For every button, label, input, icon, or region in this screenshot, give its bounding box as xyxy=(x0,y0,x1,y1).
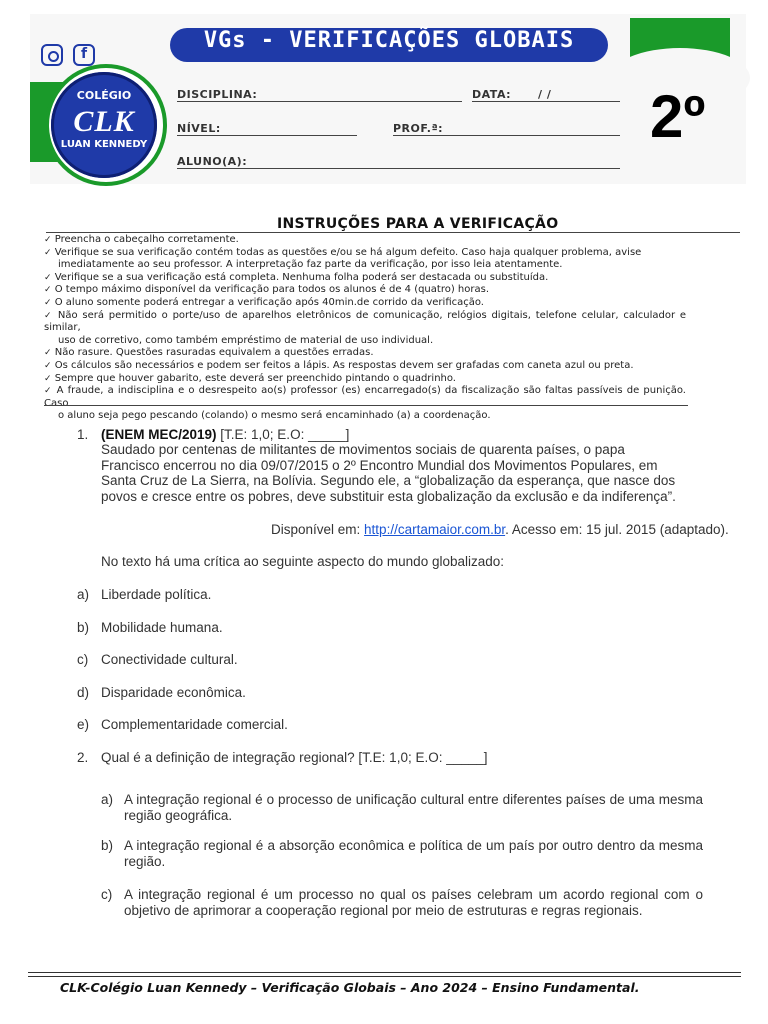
logo-top-text: COLÉGIO xyxy=(76,89,132,102)
q2-option-letter[interactable]: b) xyxy=(101,838,114,853)
instruction-text: Não será permitido o porte/uso de aparelhos eletrônicos de comunicação, relógios digitais, telefone celular, calculador e similar, xyxy=(44,309,686,334)
facebook-icon[interactable]: f xyxy=(73,44,95,66)
q2-option-text[interactable]: A integração regional é a absorção econômica e política de um país por outro dentro da mesma região. xyxy=(124,838,703,869)
q2-option-text[interactable]: A integração regional é o processo de unificação cultural entre diferentes países de uma mesma região geográfica. xyxy=(124,792,703,823)
nivel-label: NÍVEL: xyxy=(177,122,221,135)
instruction-item xyxy=(44,247,686,272)
footer-rule-top xyxy=(28,972,741,973)
q1-cite-suffix: . Acesso em: 15 jul. 2015 (adaptado). xyxy=(505,522,729,537)
q1-meta: [T.E: 1,0; E.O: _____] xyxy=(216,427,350,442)
q1-option-letter[interactable]: a) xyxy=(77,587,90,602)
q1-text: Saudado por centenas de militantes de movimentos sociais de quarenta países, o papa Francisco encerrou no dia 09/07/2015 o 2º Encontro Mundial dos Movimentos Populares, em Santa Cruz de La Sierra, na Bolívia. Segundo ele, a “globalização da esperança, que nasce dos povos e cresce entre os pobres, deve substituir esta globalização da exclusão e da indiferença”. xyxy=(101,442,676,504)
q1-option-text[interactable]: Disparidade econômica. xyxy=(101,685,246,700)
instruction-item xyxy=(44,373,686,386)
q1-number: 1. xyxy=(77,427,89,442)
q2-option-letter[interactable]: c) xyxy=(101,887,113,902)
prof-label: PROF.ª: xyxy=(393,122,444,135)
logo-mid-text: CLK xyxy=(73,105,135,138)
logo-bottom-text: LUAN KENNEDY xyxy=(60,139,148,150)
check-icon: ✓ xyxy=(44,235,52,245)
instruction-text-cont: o aluno seja pego pescando (colando) o mesmo será encaminhado (a) a coordenação. xyxy=(58,410,491,422)
data-field[interactable] xyxy=(472,101,620,102)
instruction-item xyxy=(44,234,686,247)
instruction-text: Preencha o cabeçalho corretamente. xyxy=(54,234,239,245)
instruction-text-cont: uso de corretivo, como também empréstimo de material de uso individual. xyxy=(58,334,434,346)
instruction-text: Verifique se a sua verificação está completa. Nenhuma folha poderá ser destacada ou substituída. xyxy=(54,271,549,283)
nivel-field[interactable] xyxy=(177,135,357,136)
title-banner: VGs - VERIFICAÇÕES GLOBAIS xyxy=(170,28,608,62)
instruction-item xyxy=(44,272,686,285)
q1-option-text[interactable]: Mobilidade humana. xyxy=(101,620,223,635)
aluno-label: ALUNO(A): xyxy=(177,155,248,168)
aluno-field[interactable] xyxy=(177,168,620,169)
check-icon: ✓ xyxy=(44,285,52,296)
data-label: DATA: xyxy=(472,88,512,101)
instructions-bottom-rule xyxy=(44,405,688,406)
check-icon: ✓ xyxy=(44,297,52,308)
instructions-rule xyxy=(46,232,740,233)
q1-citation xyxy=(271,522,729,537)
q1-option-letter[interactable]: e) xyxy=(77,717,90,732)
instructions-list xyxy=(44,234,686,423)
footer-rule-bottom xyxy=(28,976,741,977)
q1-option-text[interactable]: Complementaridade comercial. xyxy=(101,717,288,732)
instruction-text: O tempo máximo disponível da verificação para todos os alunos é de 4 (quatro) horas. xyxy=(54,284,489,296)
check-icon: ✓ xyxy=(44,247,52,258)
data-separators: / / xyxy=(538,88,552,101)
check-icon: ✓ xyxy=(44,272,52,283)
instruction-text: A fraude, a indisciplina e o desrespeito ao(s) professor (es) encarregado(s) da fiscalização são faltas passíveis de punição. Caso xyxy=(44,385,686,409)
instruction-item xyxy=(44,297,686,310)
q2-option-letter[interactable]: a) xyxy=(101,792,114,807)
green-flag xyxy=(630,18,730,66)
prof-field[interactable] xyxy=(393,135,620,136)
q2-option-text[interactable]: A integração regional é um processo no qual os países celebram um acordo regional com o objetivo de aprimorar a cooperação regional por meio de estruturas e regras regionais. xyxy=(124,887,703,918)
q1-cite-link[interactable]: http://cartamaior.com.br xyxy=(364,522,506,537)
instructions-title: INSTRUÇÕES PARA A VERIFICAÇÃO xyxy=(277,216,559,232)
q1-prompt: No texto há uma crítica ao seguinte aspecto do mundo globalizado: xyxy=(101,554,505,569)
q2-number: 2. xyxy=(77,750,89,765)
instruction-item xyxy=(44,284,686,297)
instruction-item xyxy=(44,347,686,360)
check-icon: ✓ xyxy=(44,360,52,371)
grade-label: 2º xyxy=(650,83,706,150)
check-icon: ✓ xyxy=(44,373,52,384)
instagram-icon[interactable] xyxy=(41,44,63,66)
check-icon: ✓ xyxy=(44,310,54,321)
q1-option-letter[interactable]: d) xyxy=(77,685,90,700)
q1-source: (ENEM MEC/2019) xyxy=(101,427,217,442)
instruction-text: Sempre que houver gabarito, este deverá ser preenchido pintando o quadrinho. xyxy=(54,372,456,384)
instruction-text-cont: imediatamente ao seu professor. A interpretação faz parte da verificação, por isso leia atentamente. xyxy=(58,259,563,271)
q1-cite-prefix: Disponível em: xyxy=(271,522,365,537)
q1-option-text[interactable]: Conectividade cultural. xyxy=(101,652,238,667)
disciplina-label: DISCIPLINA: xyxy=(177,88,258,101)
school-logo xyxy=(51,72,157,178)
q1-option-letter[interactable]: b) xyxy=(77,620,90,635)
instruction-item xyxy=(44,310,686,348)
instruction-text: O aluno somente poderá entregar a verificação após 40min.de corrido da verificação. xyxy=(54,296,484,308)
footer-text: CLK-Colégio Luan Kennedy – Verificação Globais – Ano 2024 – Ensino Fundamental. xyxy=(60,980,640,995)
check-icon: ✓ xyxy=(44,348,52,359)
q1-header xyxy=(101,427,705,442)
instruction-text: Verifique se sua verificação contém todas as questões e/ou se há algum defeito. Caso haja qualquer problema, avise xyxy=(54,246,642,258)
q1-option-letter[interactable]: c) xyxy=(77,652,89,667)
instruction-text: Os cálculos são necessários e podem ser feitos a lápis. As respostas devem ser grafadas com caneta azul ou preta. xyxy=(54,359,634,371)
disciplina-field[interactable] xyxy=(177,101,462,102)
q1-option-text[interactable]: Liberdade política. xyxy=(101,587,212,602)
instruction-text: Não rasure. Questões rasuradas equivalem a questões erradas. xyxy=(54,347,374,359)
instruction-item xyxy=(44,360,686,373)
q2-text: Qual é a definição de integração regional? [T.E: 1,0; E.O: _____] xyxy=(101,750,488,765)
check-icon: ✓ xyxy=(44,386,53,397)
